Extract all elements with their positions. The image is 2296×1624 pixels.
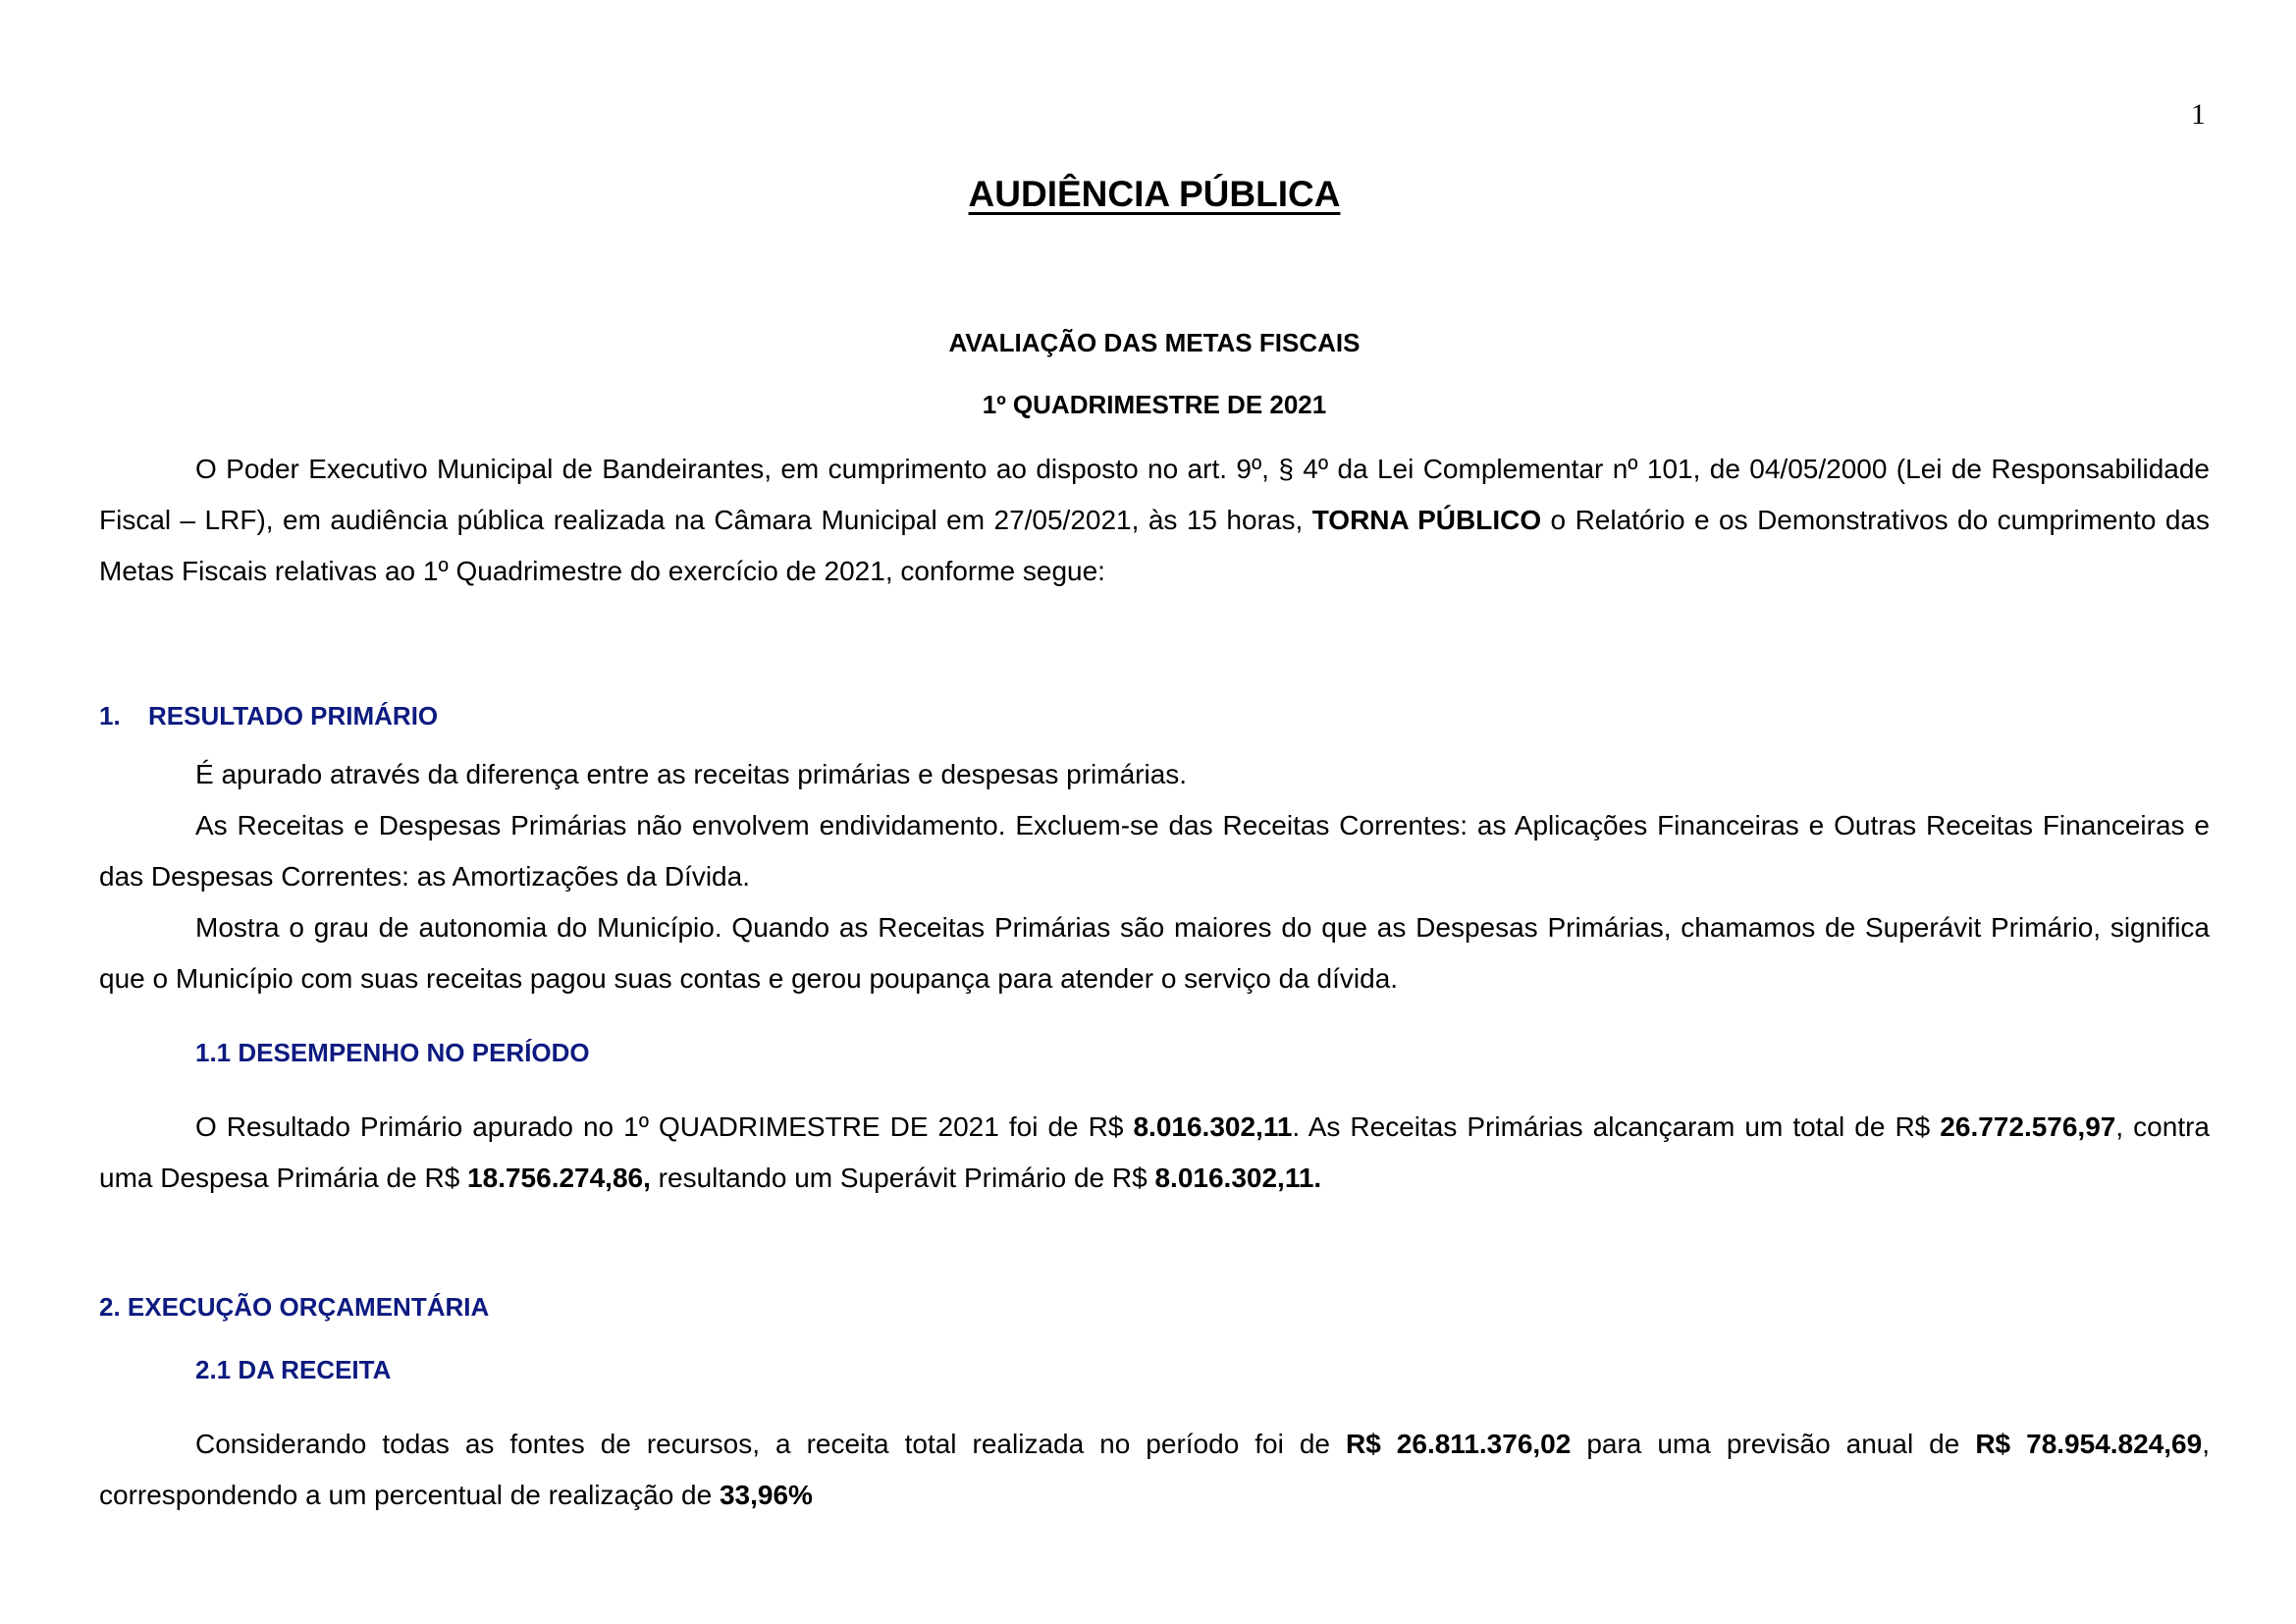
desempenho-text-2: . As Receitas Primárias alcançaram um total de R$	[1292, 1111, 1941, 1142]
desempenho-text-4: resultando um Superávit Primário de R$	[650, 1163, 1155, 1193]
document-body	[99, 163, 2210, 1521]
section-2-1-heading: 2.1 DA RECEITA	[195, 1355, 392, 1384]
desempenho-paragraph	[99, 1102, 2210, 1204]
section-1-number: 1.	[99, 701, 121, 731]
receita-realizada-value: R$ 26.811.376,02	[1346, 1429, 1572, 1459]
section-1-paragraph-3: Mostra o grau de autonomia do Município. Quando as Receitas Primárias são maiores do que as Despesas Primárias, chamamos de Superávit Primário, significa que o Município com suas receitas pagou suas contas e gerou poupança para atender o serviço da dívida.	[99, 912, 2210, 994]
page-number: 1	[2191, 98, 2206, 131]
resultado-primario-value: 8.016.302,11	[1133, 1111, 1293, 1142]
section-2-heading: 2. EXECUÇÃO ORÇAMENTÁRIA	[99, 1292, 490, 1322]
section-1-title: RESULTADO PRIMÁRIO	[148, 701, 439, 731]
section-1-paragraph-2: As Receitas e Despesas Primárias não envolvem endividamento. Excluem-se das Receitas Correntes: as Aplicações Financeiras e Outras Receitas Financeiras e das Despesas Correntes: as Amortizações da Dívida.	[99, 810, 2210, 892]
section-1-1-heading: 1.1 DESEMPENHO NO PERÍODO	[195, 1038, 590, 1067]
document-subtitle: AVALIAÇÃO DAS METAS FISCAIS	[948, 328, 1361, 357]
intro-paragraph	[99, 444, 2210, 597]
document-title: AUDIÊNCIA PÚBLICA	[968, 174, 1341, 214]
receitas-primarias-value: 26.772.576,97	[1940, 1111, 2116, 1142]
receita-text-2: para uma previsão anual de	[1571, 1429, 1976, 1459]
document-period: 1º QUADRIMESTRE DE 2021	[982, 390, 1327, 419]
despesa-primaria-value: 18.756.274,86,	[467, 1163, 651, 1193]
percentual-realizacao-value: 33,96%	[719, 1480, 813, 1510]
section-1-heading	[99, 701, 2210, 731]
intro-text-1: O Poder Executivo Municipal de Bandeirantes, em cumprimento ao disposto no art. 9º, § 4º da Lei Complementar nº 101, de 04/05/2000 (Lei de Responsabilidade Fiscal – LRF), em audiência pública realizada na Câmara Municipal em 27/05/2021, às 15 horas,	[99, 454, 2210, 535]
desempenho-text-3: , contra uma Despesa Primária de R$	[99, 1111, 2210, 1193]
previsao-anual-value: R$ 78.954.824,69	[1975, 1429, 2203, 1459]
section-1-paragraph-1: É apurado através da diferença entre as receitas primárias e despesas primárias.	[195, 759, 1188, 789]
intro-text-2: o Relatório e os Demonstrativos do cumprimento das Metas Fiscais relativas ao 1º Quadrimestre do exercício de 2021, conforme segue:	[99, 505, 2210, 586]
receita-text-1: Considerando todas as fontes de recursos, a receita total realizada no período foi de	[195, 1429, 1346, 1459]
receita-paragraph	[99, 1419, 2210, 1521]
intro-emphasis: TORNA PÚBLICO	[1311, 505, 1542, 535]
receita-text-3: , correspondendo a um percentual de realização de	[99, 1429, 2210, 1510]
superavit-primario-value: 8.016.302,11.	[1154, 1163, 1322, 1193]
desempenho-text-1: O Resultado Primário apurado no 1º QUADRIMESTRE DE 2021 foi de R$	[195, 1111, 1134, 1142]
